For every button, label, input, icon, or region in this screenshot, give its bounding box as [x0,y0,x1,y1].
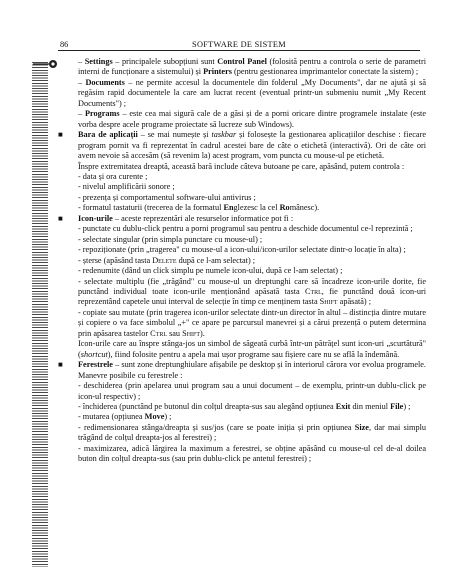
bullet-square-icon: ■ [58,213,63,223]
paragraph [68,277,426,308]
paragraph-text: - redenumite (dând un click simplu pe numele icon-ului, după ce l-am selectat) ; [78,266,343,276]
paragraph-text: – Programs – este cea mai sigură cale de a găsi și de a porni oricare dintre programele instalate (este vorba despre acele programe proiectate să lucreze sub Windows). [78,109,427,129]
paragraph [68,256,426,266]
paragraph-text: Bara de aplicații – se mai numește și taskbar și folosește la gestionarea aplicațiilor deschise : fiecare program pornit va fi reprezentat în cadrul acestei bare de câte o etichetă (interactivă). Ori de câte ori avem nevoie să accesăm (să revenim la) acest program, vom puncta cu mouse-ul pe etichetă. Înspre extremitatea dreaptă, această bară include câteva butoane pe care, apăsând, putem controla : [78,130,426,171]
paragraph-text: - maximizarea, adică lărgirea la maximum a ferestrei, se obține apăsând cu mouse-ul cel de-al doilea buton din colțul dreapta-sus (sau prin dublu-click pe antetul ferestrei) ; [78,443,426,464]
paragraph [68,444,426,465]
paragraph-text: - șterse (apăsând tasta Delete după ce l-am selectat) ; [78,255,256,265]
paragraph-text: - selectate singular (prin simpla punctare cu mouse-ul) ; [78,234,263,244]
paragraph [68,235,426,245]
bullet-paragraph [58,360,426,381]
paragraph [68,193,426,203]
paragraph-text: - data și ora curente ; [78,171,148,181]
bullet-paragraph [58,130,426,172]
page-number: 86 [60,40,69,49]
paragraph [68,381,426,402]
paragraph-text: - selectate multiplu (fie „trăgând" cu mouse-ul un dreptunghi care să încadreze icon-urile dorite, fie punctând individual toate icon-urile menționând apăsată tasta Ctrl, fie punctând două icon-uri reprezentând capetele unui interval de selecție în timp ce menținem tasta Shift apăsată) ; [78,276,426,307]
paragraph [68,203,426,213]
paragraph-text: – Settings – principalele subopțiuni sunt Control Panel (folosită pentru a controla o serie de parametri interni de funcționare a sistemului) și Printers (pentru gestionarea imprimantelor conectate la sistem) ; [78,57,427,77]
paragraph-text: - mutarea (opțiunea Move) ; [78,412,172,422]
paragraph [68,245,426,255]
arrow-marker-icon [33,58,59,70]
paragraph-text: - formatul tastaturii (trecerea de la formatul Englezesc la cel Românesc). [78,203,320,213]
paragraph [68,308,426,360]
paragraph-text: - nivelul amplificării sonore ; [78,182,175,192]
paragraph [68,172,426,182]
paragraph [68,412,426,422]
margin-stripes-decoration [32,62,48,567]
paragraph [68,78,426,109]
paragraph [68,182,426,192]
bullet-square-icon: ■ [58,360,63,370]
paragraph-text: - închiderea (punctând pe butonul din colțul dreapta-sus sau alegând opțiunea Exit din meniul File) ; [78,401,411,411]
paragraph [68,402,426,412]
paragraph [68,266,426,276]
paragraph [68,109,426,130]
paragraph-text: - repoziționate (prin „tragerea" cu mouse-ul a icon-ului/icon-urilor selectate dintr-o locație în alta) ; [78,245,406,255]
running-title: SOFTWARE DE SISTEM [192,40,286,49]
bullet-paragraph [58,213,426,224]
paragraph [68,423,426,444]
paragraph-text: - deschiderea (prin apelarea unui program sau a unui document – de exemplu, printr-un dublu-click pe icon-ul respectiv) ; [78,381,426,401]
paragraph [68,224,426,234]
paragraph-text: - prezența și comportamentul software-ului antivirus ; [78,192,256,202]
page-body [58,57,427,465]
paragraph-text: - copiate sau mutate (prin tragerea icon-urilor selectate dintr-un director în altul – distincția dintre mutare și copiere o va face simbolul „+" ce apare pe parcursul manevrei și a cărui prezență o putem determina prin apăsarea tastelor Ctrl sau Shift). Icon-urile care au înspre stânga-jos un simbol de săgeată curbă într-un pătrățel sunt icon-uri „scurtătură" (shortcut), fiind folosite pentru a apela mai ușor programe sau fișiere care nu se află la îndemână. [78,307,426,359]
paragraph-text: – Documents – ne permite accesul la documentele din folderul „My Documents", dar ne ajută și să regăsim rapid documentele la care am lucrat recent (eventual printr-un submeniu numit „My Recent Documents") ; [78,77,426,108]
paragraph-text: Icon-urile – aceste reprezentări ale resurselor informatice pot fi : [78,213,294,223]
paragraph-text: Ferestrele – sunt zone dreptunghiulare afișabile pe desktop și în interiorul cărora vor evolua programele. Manevre posibile cu ferestrele : [78,360,426,380]
bullet-square-icon: ■ [58,130,63,140]
paragraph-text: - punctate cu dublu-click pentru a porni programul sau pentru a deschide documentul ce-l reprezintă ; [78,224,413,234]
paragraph [68,57,426,78]
page-header [58,38,420,51]
paragraph-text: - redimensionarea stânga/dreapta și sus/jos (care se poate iniția și prin opțiunea Size, dar mai simplu trăgând de colțul dreapta-jos al ferestrei) ; [78,422,427,443]
